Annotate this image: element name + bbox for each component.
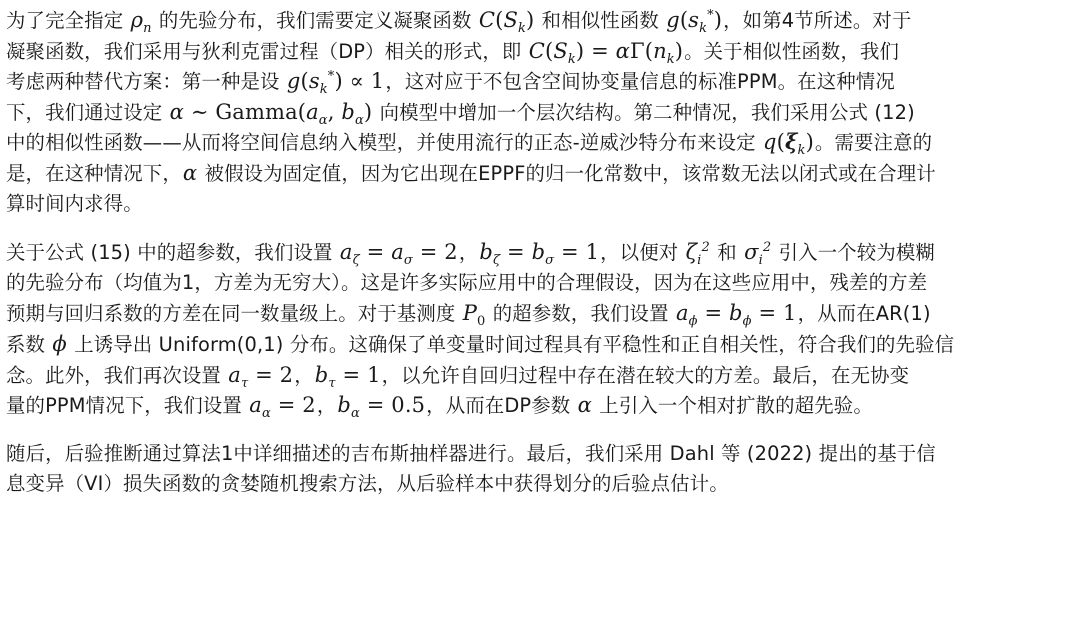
text-run: 上引入一个相对扩散的超先验。 (592, 394, 873, 418)
math-expression: $P_0$ (462, 301, 486, 330)
math-expression: $b_\alpha = 0.5$ (337, 393, 426, 422)
math-expression: α (182, 160, 198, 185)
text-run: 系数 (6, 332, 52, 356)
paragraph (6, 237, 1078, 421)
text-run: 上诱导出 Uniform(0,1) 分布。这确保了单变量时间过程具有平稳性和正自相关性，符合我们的先验信 (67, 332, 955, 356)
text-run: ，从而在DP参数 (426, 394, 577, 418)
text-run: 量的PPM情况下，我们设置 (6, 394, 249, 418)
text-run: ， (458, 241, 479, 265)
text-run: 向模型中增加一个层次结构。第二种情况，我们采用公式 (12) (373, 100, 915, 124)
text-line (6, 268, 1078, 299)
text-line (6, 329, 1078, 360)
math-expression: $C(S_k)$ (478, 8, 535, 36)
text-run: 预期与回归系数的方差在同一数量级上。对于基测度 (6, 302, 462, 326)
text-run: 的先验分布（均值为1，方差为无穷大）。这是许多实际应用中的合理假设，因为在这些应用中，残差的方差 (6, 270, 928, 294)
text-run: 引入一个较为模糊 (772, 241, 935, 265)
math-expression: $q(\xi_k)$ (763, 129, 814, 159)
text-run: 和相似性函数 (535, 9, 666, 32)
text-run: 。需要注意的 (814, 131, 933, 155)
math-expression: $a_\phi = b_\phi = 1$ (675, 301, 797, 330)
math-expression: $\sigma_i^2$ (744, 240, 772, 269)
text-line (6, 298, 1078, 329)
text-run: ，从而在AR(1) (797, 302, 931, 326)
text-line (6, 189, 1078, 220)
text-run: 凝聚函数，我们采用与狄利克雷过程（DP）相关的形式，即 (6, 39, 528, 63)
text-run: 算时间内求得。 (6, 191, 143, 215)
text-line (6, 5, 1078, 36)
document-body (6, 5, 1078, 500)
math-expression: α (577, 393, 592, 418)
math-expression: $a_\tau = 2$ (228, 362, 294, 391)
text-run: 下，我们通过设定 (6, 100, 169, 124)
text-line (6, 390, 1078, 421)
text-run: ，以便对 (600, 241, 685, 265)
math-expression: $g(s_k^*)$ (666, 8, 723, 36)
text-run: 被假设为固定值，因为它出现在EPPF的归一化常数中，该常数无法以闭式或在合理计 (198, 161, 936, 185)
text-run: 关于公式 (15) 中的超参数，我们设置 (6, 241, 339, 265)
math-expression: $a_\zeta = a_\sigma = 2$ (339, 240, 458, 269)
math-expression: α ∼ $Gamma(a_\alpha$, $b_\alpha$) (169, 99, 373, 128)
math-expression: $\rho_n$ (130, 8, 152, 36)
text-line (6, 158, 1078, 189)
text-run: ，以允许自回归过程中存在潜在较大的方差。最后，在无协变 (381, 363, 910, 387)
math-expression: ϕ (52, 331, 67, 356)
math-expression: $g(s_k^*) \propto 1$ (286, 69, 385, 98)
text-run: ， (316, 394, 337, 418)
text-run: 是，在这种情况下， (6, 161, 182, 185)
text-line (6, 36, 1078, 67)
text-run: 。关于相似性函数，我们 (684, 39, 900, 63)
text-run: 的先验分布，我们需要定义凝聚函数 (152, 9, 478, 32)
text-run: ，如第4节所述。对于 (723, 9, 912, 32)
math-expression: $b_\zeta = b_\sigma = 1$ (479, 240, 600, 269)
math-expression: $b_\tau = 1$ (314, 362, 381, 391)
text-run: ， (294, 363, 314, 387)
text-run: 中的相似性函数——从而将空间信息纳入模型，并使用流行的正态-逆威沙特分布来设定 (6, 131, 763, 155)
text-line (6, 360, 1078, 391)
text-run: 念。此外，我们再次设置 (6, 363, 228, 387)
math-expression: $a_\alpha = 2$ (249, 393, 316, 422)
paragraph (6, 5, 1078, 219)
text-line (6, 127, 1078, 158)
text-line (6, 439, 1078, 470)
text-line (6, 469, 1078, 500)
text-run: 考虑两种替代方案：第一种是设 (6, 70, 286, 94)
text-line (6, 66, 1078, 97)
text-line (6, 237, 1078, 268)
text-line (6, 97, 1078, 128)
math-expression: $C(S_k) = \alpha\Gamma(n_k)$ (528, 38, 684, 67)
text-run: 随后，后验推断通过算法1中详细描述的吉布斯抽样器进行。最后，我们采用 Dahl 等 (2022) 提出的基于信 (6, 441, 936, 465)
text-run: 息变异（VI）损失函数的贪婪随机搜索方法，从后验样本中获得划分的后验点估计。 (6, 472, 729, 496)
math-expression: $\zeta_i^2$ (685, 240, 710, 269)
text-run: 和 (710, 241, 744, 265)
text-run: 为了完全指定 (6, 9, 130, 32)
paragraph (6, 439, 1078, 500)
text-run: ，这对应于不包含空间协变量信息的标准PPM。在这种情况 (385, 70, 895, 94)
text-run: 的超参数，我们设置 (486, 302, 675, 326)
